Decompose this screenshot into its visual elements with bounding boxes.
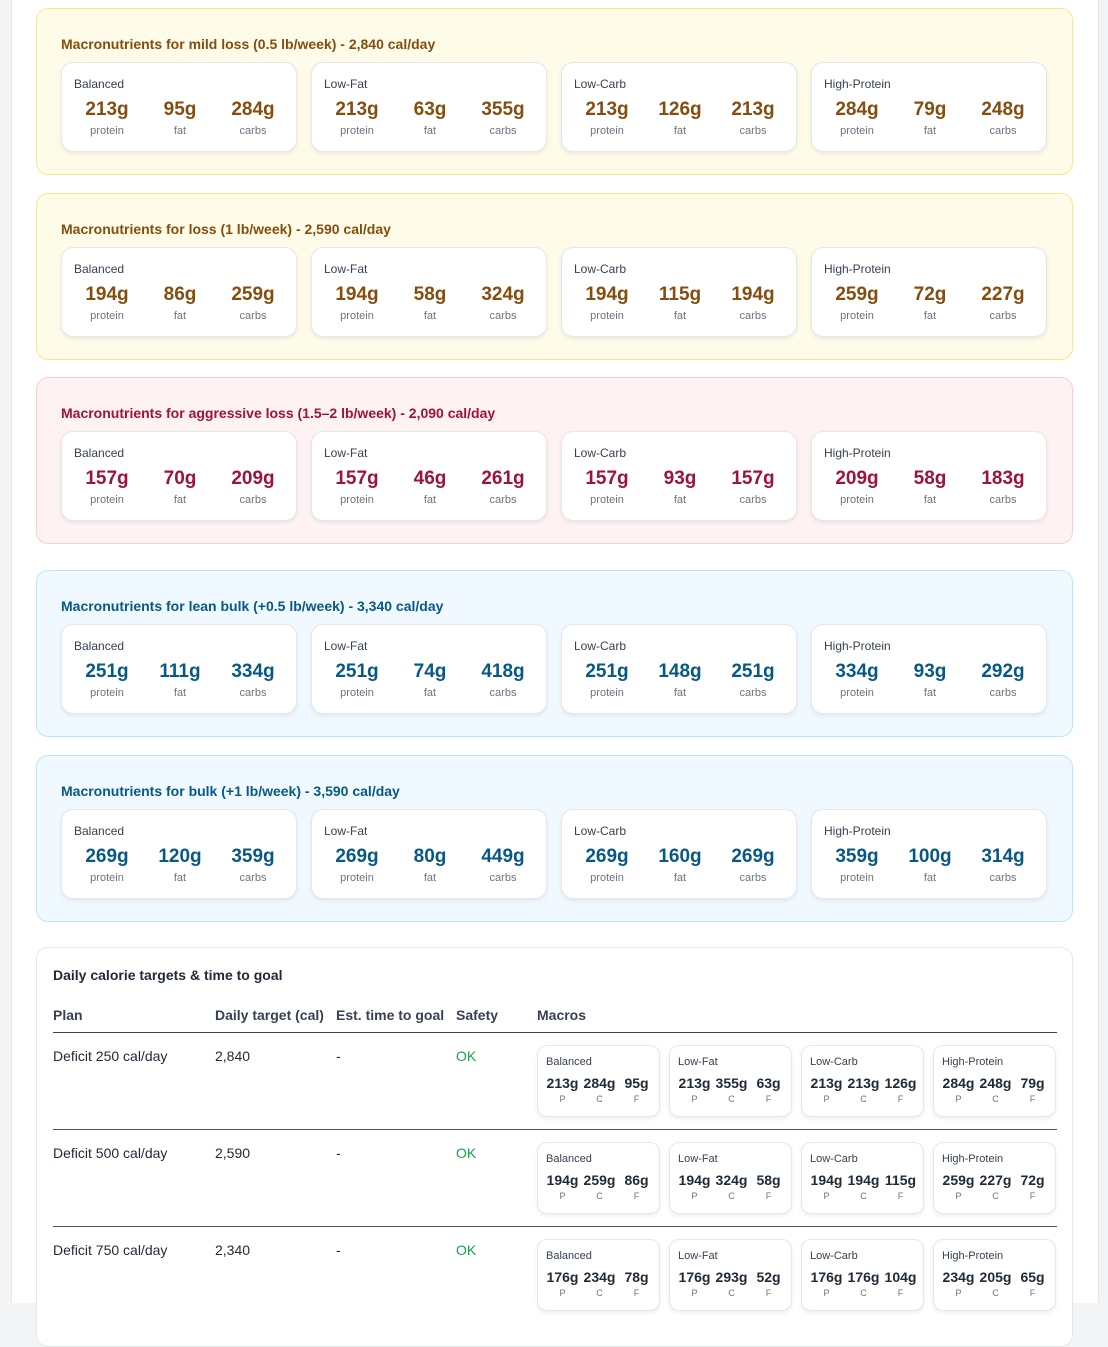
carbs-value: 449g carbs [481, 846, 525, 884]
target-cell: 2,340 [215, 1242, 251, 1258]
mini-macro-card-high-protein: High-Protein 259g P 227g C 72g F [933, 1142, 1056, 1214]
column-header-time: Est. time to goal [336, 1007, 445, 1023]
card-name: Low-Fat [324, 446, 368, 460]
column-header-target: Daily target (cal) [215, 1007, 324, 1023]
macro-card-low-carb [561, 62, 797, 152]
mini-macro-card-low-carb: Low-Carb 194g P 194g C 115g F [801, 1142, 924, 1214]
page-content [11, 0, 1099, 1303]
macro-card-low-carb [561, 624, 797, 714]
carbs-value: 261g carbs [481, 468, 525, 506]
card-name: Low-Carb [574, 446, 627, 460]
card-name: Balanced [74, 824, 125, 838]
carbs-value: 418g carbs [481, 661, 525, 699]
card-name: Balanced [74, 446, 125, 460]
carbs-value: 259g carbs [231, 284, 275, 322]
mini-macro-card-low-fat: Low-Fat 176g P 293g C 52g F [669, 1239, 792, 1311]
safety-cell: OK [456, 1145, 477, 1161]
fat-value: 74g fat [413, 661, 447, 699]
card-name: Balanced [74, 262, 125, 276]
mini-macro-card-low-fat: Low-Fat 213g P 355g C 63g F [669, 1045, 792, 1117]
macro-section-aggressive-loss [36, 377, 1073, 544]
macro-card-high-protein [811, 809, 1047, 899]
carbs-value: 227g carbs [981, 284, 1025, 322]
column-header-plan: Plan [53, 1007, 83, 1023]
protein-value: 251g protein [85, 661, 129, 699]
fat-value: 58g fat [413, 284, 447, 322]
macro-card-balanced [61, 624, 297, 714]
protein-value: 269g protein [85, 846, 129, 884]
macro-card-low-carb [561, 247, 797, 337]
mini-macro-card-balanced: Balanced 176g P 234g C 78g F [537, 1239, 660, 1311]
protein-value: 259g protein [835, 284, 879, 322]
table-row [53, 1227, 1057, 1324]
time-cell: - [336, 1242, 341, 1258]
table-row [53, 1130, 1057, 1227]
card-name: Low-Fat [324, 77, 368, 91]
fat-value: 79g fat [913, 99, 947, 137]
macro-card-low-fat [311, 809, 547, 899]
carbs-value: 314g carbs [981, 846, 1025, 884]
protein-value: 284g protein [835, 99, 879, 137]
time-cell: - [336, 1145, 341, 1161]
protein-value: 157g protein [85, 468, 129, 506]
protein-value: 194g protein [85, 284, 129, 322]
card-name: High-Protein [824, 446, 891, 460]
fat-value: 58g fat [913, 468, 947, 506]
plan-cell: Deficit 750 cal/day [53, 1242, 168, 1258]
card-name: Low-Fat [324, 262, 368, 276]
protein-value: 251g protein [585, 661, 629, 699]
protein-value: 334g protein [835, 661, 879, 699]
carbs-value: 324g carbs [481, 284, 525, 322]
target-cell: 2,840 [215, 1048, 251, 1064]
macro-card-low-fat [311, 624, 547, 714]
macro-section-mild-loss [36, 8, 1073, 175]
fat-value: 115g fat [658, 284, 702, 322]
mini-macro-card-low-carb: Low-Carb 176g P 176g C 104g F [801, 1239, 924, 1311]
carbs-value: 248g carbs [981, 99, 1025, 137]
card-name: Low-Fat [324, 639, 368, 653]
protein-value: 157g protein [585, 468, 629, 506]
card-name: Balanced [74, 77, 125, 91]
macro-section-loss [36, 193, 1073, 360]
fat-value: 120g fat [158, 846, 202, 884]
macro-card-low-carb [561, 809, 797, 899]
macro-card-balanced [61, 431, 297, 521]
calorie-targets-table [36, 947, 1073, 1347]
protein-value: 213g protein [585, 99, 629, 137]
mini-macro-card-balanced: Balanced 194g P 259g C 86g F [537, 1142, 660, 1214]
card-name: Low-Carb [574, 824, 627, 838]
fat-value: 100g fat [908, 846, 952, 884]
card-name: High-Protein [824, 77, 891, 91]
section-title: Macronutrients for bulk (+1 lb/week) - 3,590 cal/day [61, 783, 400, 799]
card-name: Low-Carb [574, 639, 627, 653]
card-name: Low-Carb [574, 77, 627, 91]
protein-value: 251g protein [335, 661, 379, 699]
mini-macro-card-high-protein: High-Protein 234g P 205g C 65g F [933, 1239, 1056, 1311]
carbs-value: 183g carbs [981, 468, 1025, 506]
column-header-safety: Safety [456, 1007, 499, 1023]
fat-value: 70g fat [163, 468, 197, 506]
protein-value: 194g protein [585, 284, 629, 322]
macro-card-high-protein [811, 431, 1047, 521]
mini-macro-card-low-carb: Low-Carb 213g P 213g C 126g F [801, 1045, 924, 1117]
fat-value: 126g fat [658, 99, 702, 137]
column-header-macros: Macros [537, 1007, 587, 1023]
macro-card-balanced [61, 62, 297, 152]
carbs-value: 334g carbs [231, 661, 275, 699]
carbs-value: 284g carbs [231, 99, 275, 137]
macro-card-high-protein [811, 62, 1047, 152]
macro-card-balanced [61, 247, 297, 337]
safety-cell: OK [456, 1048, 477, 1064]
fat-value: 80g fat [413, 846, 447, 884]
table-title: Daily calorie targets & time to goal [53, 967, 283, 983]
safety-cell: OK [456, 1242, 477, 1258]
protein-value: 209g protein [835, 468, 879, 506]
section-title: Macronutrients for mild loss (0.5 lb/week) - 2,840 cal/day [61, 36, 436, 52]
section-title: Macronutrients for aggressive loss (1.5–2 lb/week) - 2,090 cal/day [61, 405, 496, 421]
mini-macro-card-balanced: Balanced 213g P 284g C 95g F [537, 1045, 660, 1117]
macro-section-lean-bulk [36, 570, 1073, 737]
card-name: High-Protein [824, 824, 891, 838]
protein-value: 359g protein [835, 846, 879, 884]
fat-value: 93g fat [663, 468, 697, 506]
fat-value: 46g fat [413, 468, 447, 506]
card-name: High-Protein [824, 639, 891, 653]
mini-macro-card-low-fat: Low-Fat 194g P 324g C 58g F [669, 1142, 792, 1214]
carbs-value: 194g carbs [731, 284, 775, 322]
protein-value: 157g protein [335, 468, 379, 506]
protein-value: 194g protein [335, 284, 379, 322]
macro-card-low-carb [561, 431, 797, 521]
carbs-value: 251g carbs [731, 661, 775, 699]
carbs-value: 359g carbs [231, 846, 275, 884]
protein-value: 213g protein [335, 99, 379, 137]
time-cell: - [336, 1048, 341, 1064]
carbs-value: 292g carbs [981, 661, 1025, 699]
protein-value: 269g protein [585, 846, 629, 884]
card-name: Low-Carb [574, 262, 627, 276]
fat-value: 63g fat [413, 99, 447, 137]
macro-section-bulk [36, 755, 1073, 922]
fat-value: 148g fat [658, 661, 702, 699]
mini-macro-card-high-protein: High-Protein 284g P 248g C 79g F [933, 1045, 1056, 1117]
fat-value: 95g fat [163, 99, 197, 137]
protein-value: 213g protein [85, 99, 129, 137]
macro-card-low-fat [311, 431, 547, 521]
fat-value: 86g fat [163, 284, 197, 322]
section-title: Macronutrients for loss (1 lb/week) - 2,590 cal/day [61, 221, 391, 237]
section-title: Macronutrients for lean bulk (+0.5 lb/week) - 3,340 cal/day [61, 598, 444, 614]
macro-card-low-fat [311, 247, 547, 337]
carbs-value: 209g carbs [231, 468, 275, 506]
macro-card-balanced [61, 809, 297, 899]
card-name: Low-Fat [324, 824, 368, 838]
protein-value: 269g protein [335, 846, 379, 884]
carbs-value: 355g carbs [481, 99, 525, 137]
plan-cell: Deficit 500 cal/day [53, 1145, 168, 1161]
macro-card-high-protein [811, 624, 1047, 714]
carbs-value: 213g carbs [731, 99, 775, 137]
carbs-value: 269g carbs [731, 846, 775, 884]
macro-card-low-fat [311, 62, 547, 152]
plan-cell: Deficit 250 cal/day [53, 1048, 168, 1064]
fat-value: 111g fat [159, 661, 201, 699]
fat-value: 72g fat [913, 284, 947, 322]
macro-card-high-protein [811, 247, 1047, 337]
card-name: High-Protein [824, 262, 891, 276]
target-cell: 2,590 [215, 1145, 251, 1161]
fat-value: 160g fat [658, 846, 702, 884]
table-row [53, 1033, 1057, 1130]
carbs-value: 157g carbs [731, 468, 775, 506]
fat-value: 93g fat [913, 661, 947, 699]
card-name: Balanced [74, 639, 125, 653]
